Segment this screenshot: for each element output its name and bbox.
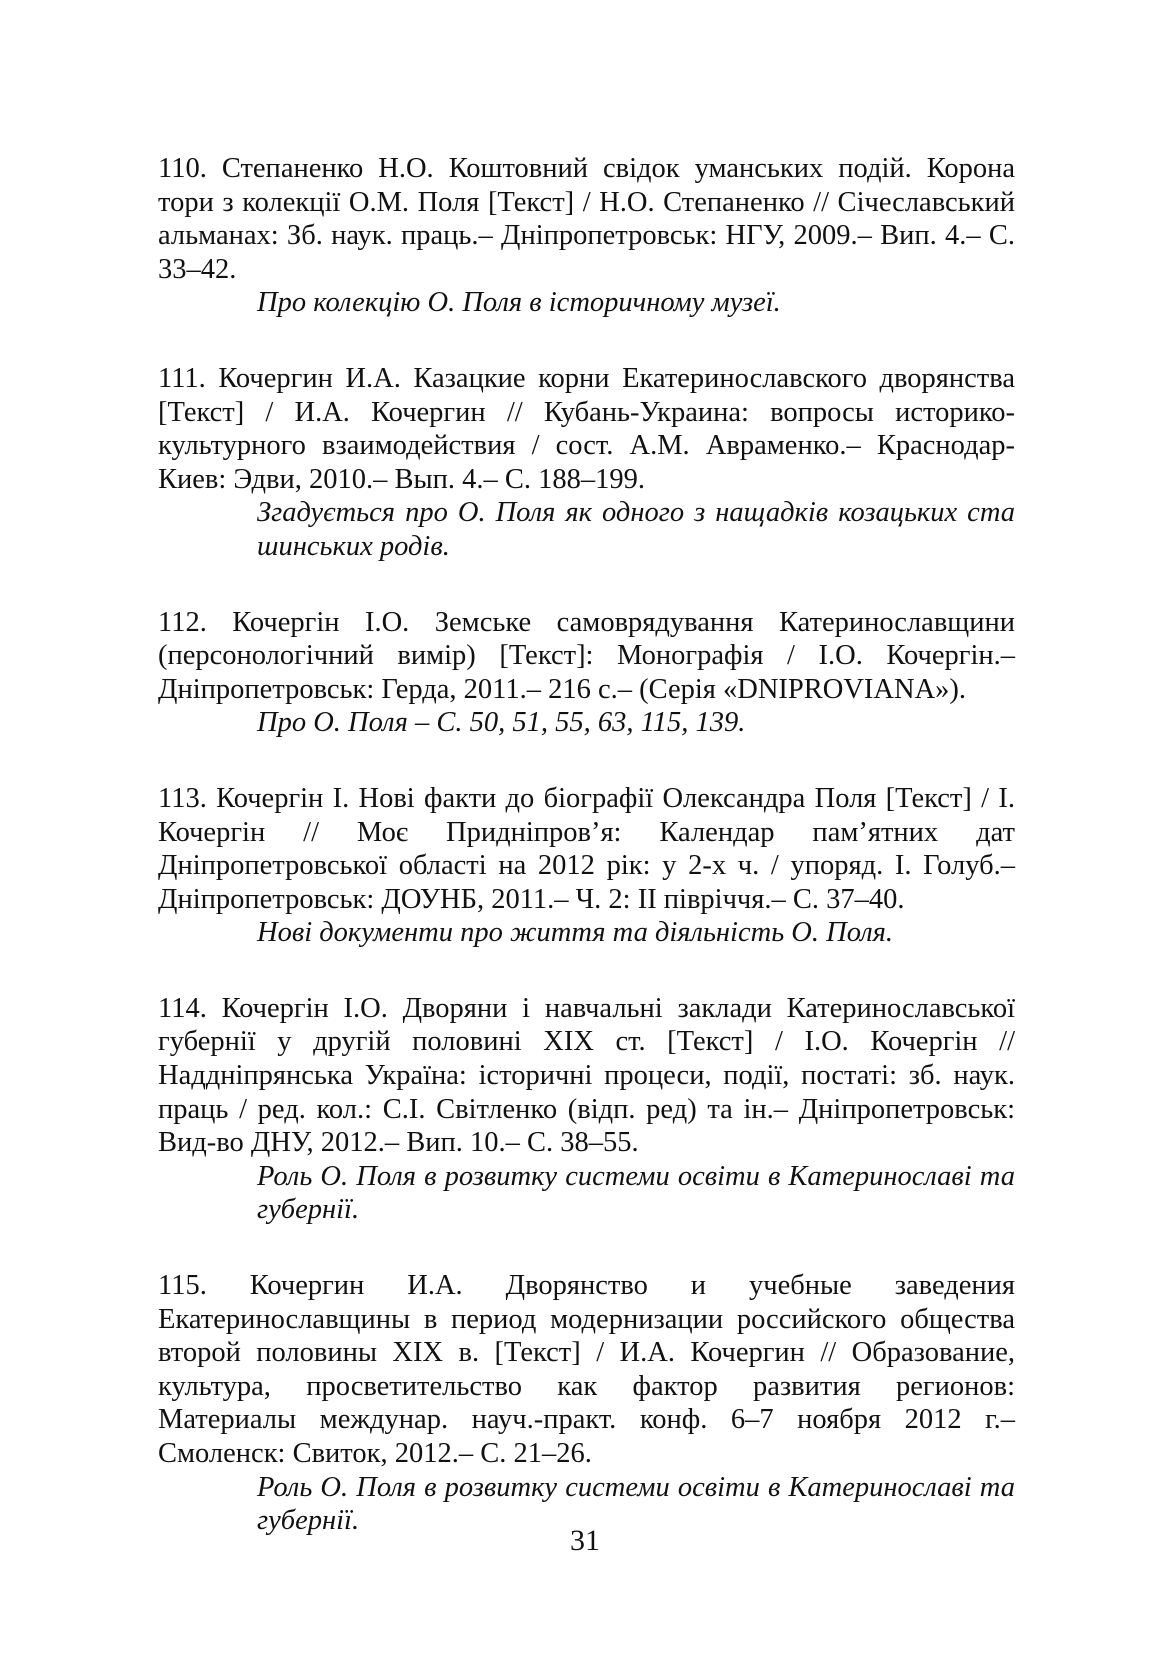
bibliography-entry (158, 1269, 1015, 1538)
entry-note: Про О. Поля – С. 50, 51, 55, 63, 115, 139. (257, 707, 746, 739)
entry-citation: 111. Кочергин И.А. Казацкие корни Екатеринославского дворянства [Текст] / И.А. Кочергин // Кубань-Украина: вопросы историко-культурного взаимодействия / сост. А.М. Авраменко.– Краснодар-Киев: Эдви, 2010.– Вып. 4.– С. 188–199. (158, 362, 1015, 495)
page-number: 31 (570, 1524, 600, 1557)
bibliography-entry (158, 992, 1015, 1227)
entry-citation: 110. Степаненко Н.О. Коштовний свідок уманських подій. Корона тори з колекції О.М. Поля [Текст] / Н.О. Степаненко // Січеславський альманах: Зб. наук. праць.– Дніпропетровськ: НГУ, 2009.– Вип. 4.– С. 33–42. (158, 153, 1015, 285)
bibliography-list (158, 152, 1015, 1580)
entry-citation: 112. Кочергін І.О. Земське самоврядування Катеринославщини (персонологічний вимір) [Текст]: Монографія / І.О. Кочергін.– Дніпропетровськ: Герда, 2011.– 216 с.– (Серія «DNIPROVIANA»). (158, 606, 1015, 705)
bibliography-entry (158, 606, 1015, 740)
bibliography-entry (158, 152, 1015, 320)
bibliography-entry (158, 362, 1015, 564)
entry-note: Про колекцію О. Поля в історичному музеї. (257, 287, 781, 319)
entry-citation: 115. Кочергин И.А. Дворянство и учебные заведения Екатеринославщины в период модернизации российского общества второй половины ХІХ в. [Текст] / И.А. Кочергин // Образование, культура, просветительство как фактор развития регионов: Материалы междунар. науч.-практ. конф. 6–7 ноября 2012 г.– Смоленск: Свиток, 2012.– С. 21–26. (158, 1270, 1015, 1469)
entry-citation: 113. Кочергін І. Нові факти до біографії Олександра Поля [Текст] / І. Кочергін // Моє Придніпров’я: Календар пам’ятних дат Дніпропетровської області на 2012 рік: у 2-х ч. / упоряд. І. Голуб.– Дніпропетровськ: ДОУНБ, 2011.– Ч. 2: ІІ півріччя.– С. 37–40. (158, 782, 1015, 915)
entry-note: Нові документи про життя та діяльність О. Поля. (257, 917, 894, 949)
bibliography-entry (158, 782, 1015, 950)
entry-note: Роль О. Поля в розвитку системи освіти в Катеринославі та губернії. (257, 1160, 1015, 1226)
entry-note: Згадується про О. Поля як одного з нащадків козацьких ста шинських родів. (257, 497, 1015, 562)
entry-note: Роль О. Поля в розвитку системи освіти в Катеринославі та губернії. (257, 1471, 1015, 1537)
entry-citation: 114. Кочергін І.О. Дворяни і навчальні заклади Катеринославської губернії у другій половині ХІХ ст. [Текст] / І.О. Кочергін // Наддніпрянська Україна: історичні процеси, події, постаті: зб. наук. праць / ред. кол.: С.І. Світленко (відп. ред) та ін.– Дніпропетровськ: Вид-во ДНУ, 2012.– Вип. 10.– С. 38–55. (158, 992, 1015, 1159)
